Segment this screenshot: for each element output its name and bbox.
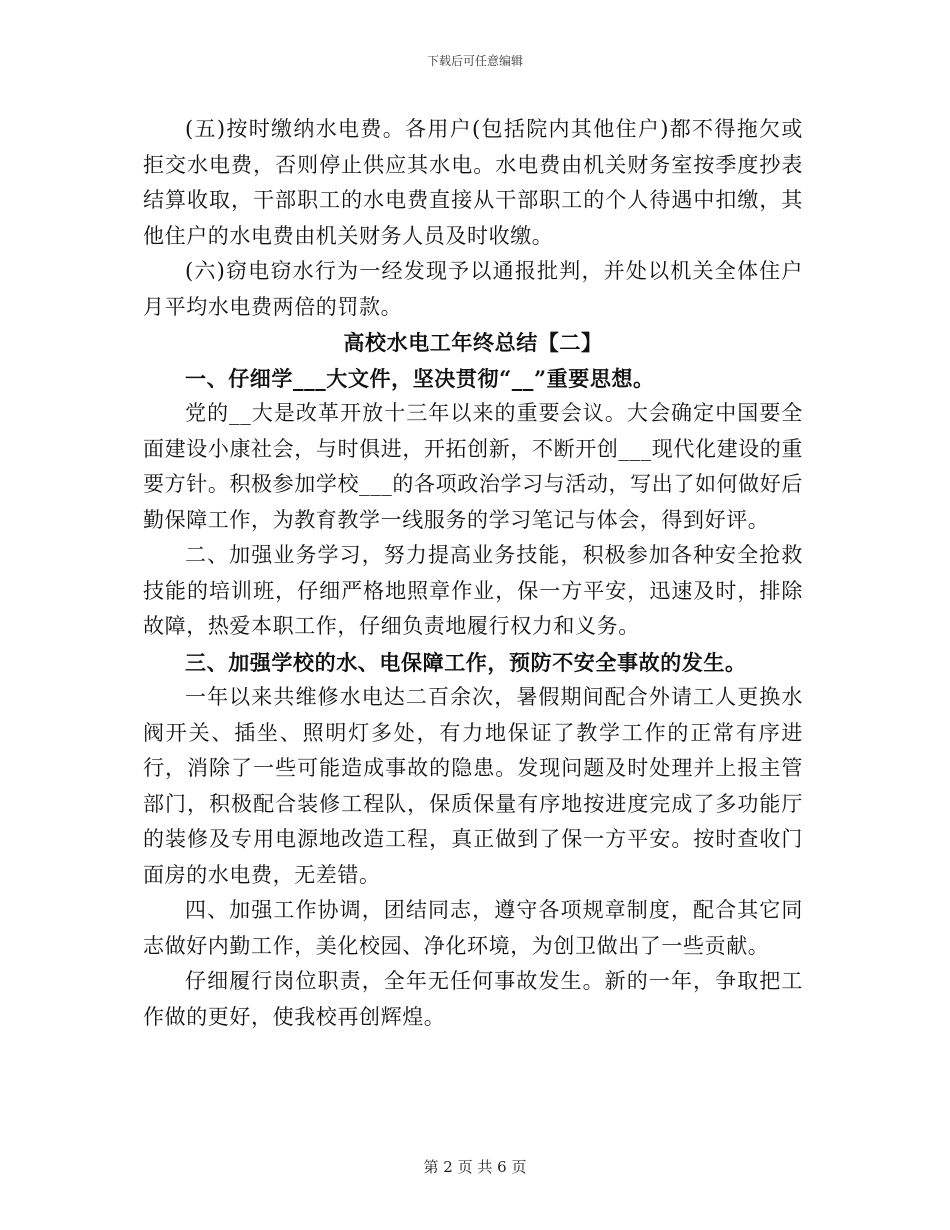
heading-three: 三、加强学校的水、电保障工作，预防不安全事故的发生。: [185, 649, 747, 675]
paragraph-6: (六)窃电窃水行为一经发现予以通报批判，并处以机关全体住户月平均水电费两倍的罚款。: [143, 259, 803, 319]
heading-one: 一、仔细学___大文件，坚决贯彻“__”重要思想。: [185, 365, 655, 391]
paragraph-5: (五)按时缴纳水电费。各用户(包括院内其他住户)都不得拖欠或拒交水电费，否则停止供应其水电。水电费由机关财务室按季度抄表结算收取，干部职工的水电费直接从干部职工的个人待遇中扣缴，其他住户的水电费由机关财务人员及时收缴。: [143, 117, 803, 248]
document-body: [143, 112, 803, 1035]
section-title: 高校水电工年终总结【二】: [343, 330, 603, 355]
body-paragraph-3: 一年以来共维修水电达二百余次，暑假期间配合外请工人更换水阀开关、插坐、照明灯多处，有力地保证了教学工作的正常有序进行，消除了一些可能造成事故的隐患。发现问题及时处理并上报主管部门，积极配合装修工程队，保质保量有序地按进度完成了多功能厅的装修及专用电源地改造工程，真正做到了保一方平安。按时查收门面房的水电费，无差错。: [143, 685, 803, 887]
body-paragraph-5: 仔细履行岗位职责，全年无任何事故发生。新的一年，争取把工作做的更好，使我校再创辉煌。: [143, 969, 803, 1029]
body-paragraph-1: 党的__大是改革开放十三年以来的重要会议。大会确定中国要全面建设小康社会，与时俱进，开拓创新，不断开创___现代化建设的重要方针。积极参加学校___的各项政治学习与活动，写出了如何做好后勤保障工作，为教育教学一线服务的学习笔记与体会，得到好评。: [143, 401, 803, 532]
header-note: 下载后可任意编辑: [426, 54, 523, 68]
page-number: 第 2 页 共 6 页: [423, 1158, 527, 1176]
body-paragraph-4: 四、加强工作协调，团结同志，遵守各项规章制度，配合其它同志做好内勤工作，美化校园、净化环境，为创卫做出了一些贡献。: [143, 898, 803, 958]
body-paragraph-2: 二、加强业务学习，努力提高业务技能，积极参加各种安全抢救技能的培训班，仔细严格地照章作业，保一方平安，迅速及时，排除故障，热爱本职工作，仔细负责地履行权力和义务。: [143, 543, 803, 638]
